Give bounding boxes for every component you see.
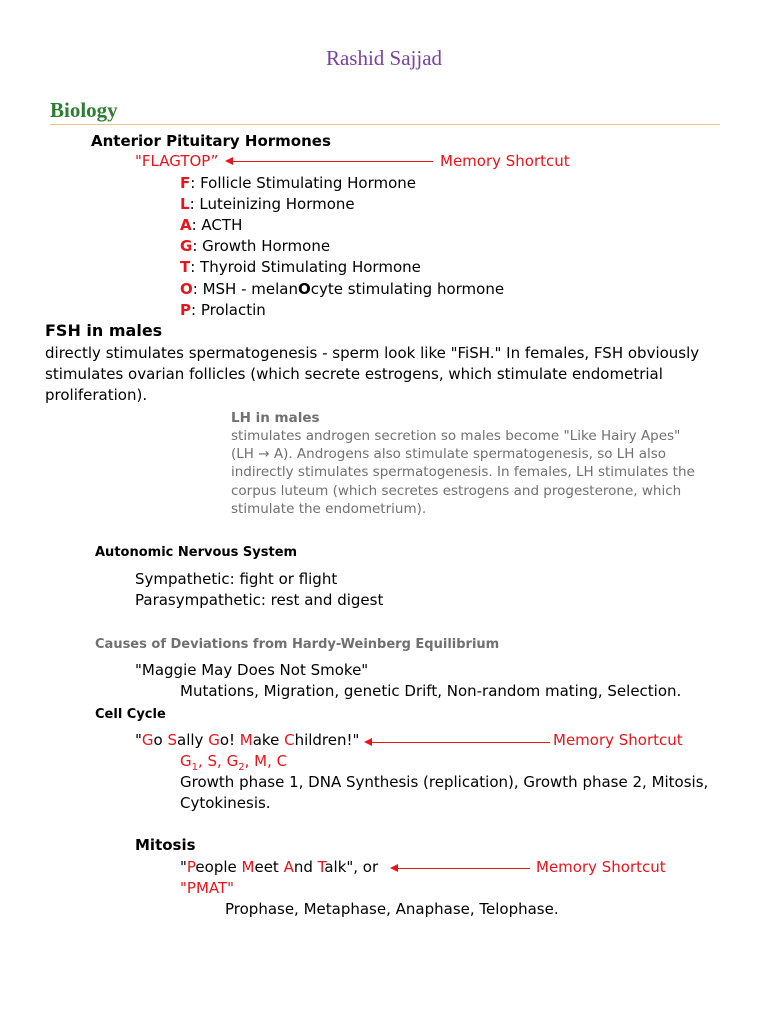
cell-cycle-phases-line2: Cytokinesis.	[180, 794, 271, 812]
ans-sympathetic: Sympathetic: fight or flight	[135, 570, 338, 588]
ans-heading: Autonomic Nervous System	[95, 545, 298, 560]
pituitary-heading: Anterior Pituitary Hormones	[91, 132, 331, 150]
section-divider	[50, 124, 720, 125]
cell-cycle-heading: Cell Cycle	[95, 707, 166, 722]
lh-heading: LH in males	[231, 410, 320, 426]
hormone-item-p: P: Prolactin	[180, 301, 266, 319]
mitosis-phases: Prophase, Metaphase, Anaphase, Telophase.	[225, 900, 559, 918]
pmat-mnemonic: "PMAT"	[180, 879, 235, 897]
mitosis-mnemonic: "People Meet And Talk", or	[180, 858, 379, 876]
hardy-weinberg-heading: Causes of Deviations from Hardy-Weinberg Equilibrium	[95, 637, 500, 652]
hormone-item-g: G: Growth Hormone	[180, 237, 331, 255]
lh-paragraph: stimulates androgen secretion so males become "Like Hairy Apes" (LH → A). Androgens also stimulate spermatogenesis, so LH also indirectly stimulates spermatogenesis. In females, LH stimulates the corpus luteum (which secretes estrogens and progesterone, which stimulate the endometrium).	[231, 428, 695, 517]
hormone-item-a: A: ACTH	[180, 216, 243, 234]
hormone-item-l: L: Luteinizing Hormone	[180, 195, 355, 213]
flagtop-mnemonic: "FLAGTOP”	[135, 152, 219, 170]
cell-cycle-phases-line1: Growth phase 1, DNA Synthesis (replication), Growth phase 2, Mitosis,	[180, 773, 709, 791]
fsh-paragraph: directly stimulates spermatogenesis - sperm look like "FiSH." In females, FSH obviously stimulates ovarian follicles (which secrete estrogens, which stimulate endometrial proliferation).	[45, 344, 700, 404]
mitosis-heading: Mitosis	[135, 836, 196, 854]
memory-arrow-2	[366, 742, 550, 743]
cell-cycle-phases-symbols: $G_1$, S, $G_2$, M, C	[180, 752, 288, 773]
memory-arrow-3	[392, 868, 530, 869]
hormone-item-o: O: MSH - melanOcyte stimulating hormone	[180, 280, 505, 298]
ans-parasympathetic: Parasympathetic: rest and digest	[135, 591, 384, 609]
hormone-item-f: F: Follicle Stimulating Hormone	[180, 174, 417, 192]
hardy-weinberg-causes: Mutations, Migration, genetic Drift, Non-random mating, Selection.	[180, 682, 682, 700]
cell-cycle-mnemonic: "Go Sally Go! Make Children!"	[135, 731, 360, 749]
memory-shortcut-label-3: Memory Shortcut	[536, 858, 666, 876]
hardy-weinberg-mnemonic: "Maggie May Does Not Smoke"	[135, 661, 369, 679]
document-author: Rashid Sajjad	[325, 46, 443, 70]
memory-arrow-1	[227, 161, 433, 162]
memory-shortcut-label-2: Memory Shortcut	[553, 731, 683, 749]
section-title-biology: Biology	[50, 98, 118, 122]
memory-shortcut-label-1: Memory Shortcut	[440, 152, 570, 170]
hormone-item-t: T: Thyroid Stimulating Hormone	[180, 258, 421, 276]
fsh-heading: FSH in males	[45, 321, 163, 340]
